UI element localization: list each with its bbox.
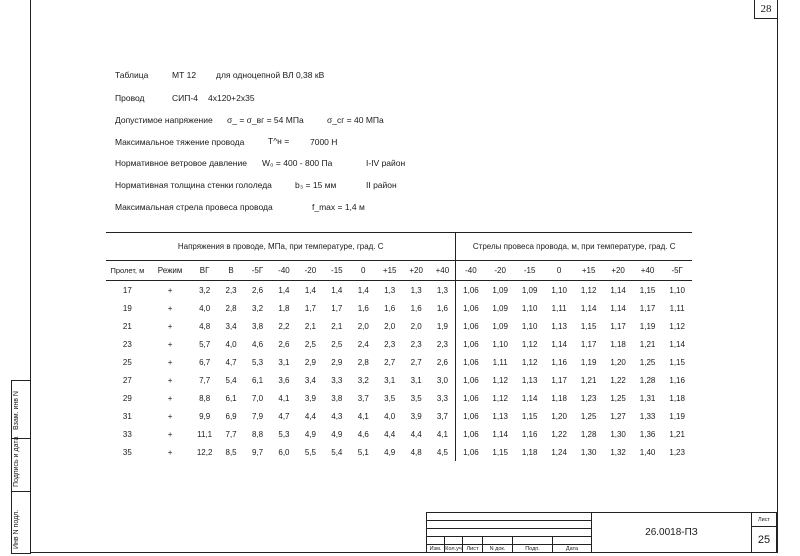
stress-col-header: -40 [271,261,297,281]
table-row [106,281,692,300]
spec-tension-label: Максимальное тяжение провода [115,137,245,147]
stamp-col-label: Кол.уч [445,546,462,552]
sag-cell: 1,21 [580,375,597,385]
sag-cell: 1,12 [492,375,508,385]
stress-cell: 3,6 [278,375,290,385]
stress-cell: 4,9 [304,429,316,439]
sag-col-header: -15 [515,261,544,281]
stress-cell: 3,8 [251,321,264,331]
stress-cell: 2,2 [278,321,290,331]
sag-cell: 1,14 [551,339,567,349]
table-row [106,317,692,335]
stress-cell: 1,6 [436,303,448,313]
stress-cell: 6,1 [251,375,264,385]
sidebar-sign-date: Подпись и дата [13,436,20,487]
sag-cell: 1,06 [456,281,485,300]
stress-cell: 4,0 [384,411,396,421]
sag-cell: 1,14 [521,393,538,403]
stress-cell: 5,5 [304,447,316,457]
sag-cell: 1,18 [610,339,626,349]
stress-cell: 1,8 [278,303,290,313]
page-number: 28 [754,0,777,19]
spec-tension-sym: Т^н = [268,136,290,146]
stress-col-header: -5Г [244,261,270,281]
sag-cell: 1,14 [580,303,597,313]
sag-cell: 1,24 [551,447,567,457]
stress-cell: 5,4 [331,447,343,457]
stress-cell: 12,2 [196,447,213,457]
sag-col-header: -5Г [662,261,692,281]
sag-cell: 1,14 [610,303,626,313]
stress-cell: 2,6 [436,357,448,367]
mode-cell: + [167,447,173,457]
stress-cell: 4,8 [199,321,211,331]
doc-code: 26.0018-ПЗ [592,513,752,553]
sag-col-header: +15 [574,261,603,281]
sag-cell: 1,12 [521,339,538,349]
stress-cell: 3,1 [384,375,396,385]
stress-col-header: В [218,261,244,281]
mode-cell: + [167,285,173,295]
sag-cell: 1,19 [669,411,685,421]
stress-cell: 3,5 [384,393,396,403]
sag-cell: 1,06 [456,299,485,317]
stamp-col-label: Лист [463,545,483,553]
stress-sag-table [106,232,692,461]
stress-cell: 8,5 [225,447,237,457]
stress-cell: 4,1 [357,411,369,421]
stress-cell: 3,7 [357,393,369,403]
sag-cell: 1,18 [551,393,567,403]
sag-cell: 1,20 [610,357,626,367]
stress-cell: 6,1 [225,393,237,403]
sag-cell: 1,09 [521,285,538,295]
sag-cell: 1,30 [580,447,597,457]
stress-cell: 4,1 [436,429,448,439]
stress-cell: 3,9 [410,411,422,421]
span-cell: 29 [122,393,132,403]
stress-cell: 7,0 [251,393,264,403]
spec-stress-label: Допустимое напряжение [115,115,213,125]
stress-cell: 5,3 [278,429,290,439]
stress-cell: 5,4 [225,375,237,385]
sag-cell: 1,15 [669,357,685,367]
sag-cell: 1,10 [492,339,508,349]
sag-cell: 1,28 [580,429,597,439]
stress-cell: 1,4 [278,285,290,295]
stress-cell: 3,0 [436,375,448,385]
stress-col-header: 0 [350,261,376,281]
sag-cell: 1,19 [580,357,597,367]
table-row [106,335,692,353]
sag-cell: 1,16 [551,357,567,367]
stress-cell: 2,3 [225,285,237,295]
sag-cell: 1,10 [551,285,567,295]
sag-cell: 1,36 [639,429,656,439]
sag-cell: 1,19 [639,321,656,331]
sag-cell: 1,25 [580,411,597,421]
sag-cell: 1,17 [610,321,626,331]
sag-cell: 1,06 [456,407,485,425]
table-row [106,371,692,389]
stress-cell: 2,1 [304,321,316,331]
sag-cell: 1,06 [456,335,485,353]
sag-cell: 1,11 [492,357,508,367]
sag-cell: 1,40 [639,447,656,457]
sag-col-header: +20 [603,261,632,281]
sag-cell: 1,28 [639,375,656,385]
sidebar-replace-inv: Взам. инв N [13,391,20,430]
span-cell: 35 [122,447,132,457]
span-cell: 33 [122,429,132,439]
stress-cell: 2,8 [357,357,369,367]
sag-cell: 1,06 [456,425,485,443]
sag-col-header: -20 [485,261,514,281]
spec-table-label: Таблица [115,70,149,80]
spec-ice-region: II район [366,180,397,190]
stress-cell: 1,4 [304,285,316,295]
stress-cell: 3,4 [225,321,237,331]
stress-cell: 4,4 [384,429,396,439]
span-cell: 21 [122,321,132,331]
sag-cell: 1,14 [492,429,508,439]
spec-sag-label: Максимальная стрела провеса провода [115,202,273,212]
stress-cell: 2,3 [436,339,448,349]
stress-cell: 2,3 [410,339,422,349]
stress-cell: 4,4 [304,411,316,421]
table-row [106,407,692,425]
stress-cell: 6,9 [225,411,237,421]
stress-cell: 3,1 [278,357,290,367]
stress-cell: 2,6 [278,339,290,349]
stress-cell: 2,0 [410,321,422,331]
table-row [106,353,692,371]
sag-cell: 1,14 [610,285,626,295]
stress-cell: 2,8 [225,303,237,313]
spec-table-desc: для одноцепной ВЛ 0,38 кВ [216,70,325,80]
spec-ice-label: Нормативная толщина стенки гололеда [115,180,272,190]
spec-ice-value: b₃ = 15 мм [295,180,337,190]
stress-cell: 5,7 [199,339,211,349]
sag-col-header: 0 [544,261,573,281]
mode-cell: + [167,321,173,331]
spec-wire-label: Провод [115,93,145,103]
stress-cell: 2,6 [251,285,264,295]
stress-cell: 2,4 [357,339,369,349]
sag-cell: 1,15 [580,321,597,331]
span-cell: 19 [122,303,132,313]
sag-cell: 1,14 [669,339,685,349]
header-sag: Стрелы провеса провода, м, при температуре, град. С [456,233,692,261]
stress-col-header: ВГ [191,261,217,281]
stress-cell: 2,3 [384,339,396,349]
stress-cell: 2,0 [357,321,369,331]
stamp-col-label: Подп. [513,545,553,553]
mode-cell: + [167,429,173,439]
stress-cell: 2,7 [384,357,396,367]
spec-wire-type: СИП-4 [172,93,198,103]
stress-cell: 9,9 [199,411,211,421]
sag-cell: 1,06 [456,353,485,371]
sag-cell: 1,06 [456,371,485,389]
stress-cell: 1,7 [331,303,343,313]
stress-cell: 1,9 [436,321,448,331]
stress-cell: 4,6 [251,339,264,349]
stress-cell: 3,2 [357,375,369,385]
sag-cell: 1,20 [551,411,567,421]
stress-cell: 3,4 [304,375,316,385]
stress-cell: 4,7 [225,357,237,367]
stress-cell: 4,4 [410,429,422,439]
sag-cell: 1,12 [669,321,685,331]
stress-cell: 3,3 [436,393,448,403]
stress-cell: 9,7 [251,447,264,457]
sag-cell: 1,30 [610,429,626,439]
sag-cell: 1,23 [669,447,685,457]
col-mode-header: Режим [149,261,192,281]
stress-cell: 1,3 [384,285,396,295]
stress-cell: 7,7 [199,375,211,385]
sheet-number: 25 [752,527,777,553]
stamp-col-label: Изм. [427,545,445,553]
stress-cell: 6,0 [278,447,290,457]
spec-tension-value: 7000 Н [310,137,338,147]
sag-cell: 1,33 [639,411,656,421]
sag-cell: 1,21 [669,429,685,439]
stress-col-header: -20 [297,261,323,281]
sag-cell: 1,18 [669,393,685,403]
table-row [106,425,692,443]
stress-cell: 1,4 [357,285,369,295]
stress-cell: 7,7 [225,429,237,439]
stress-cell: 2,0 [384,321,396,331]
stress-col-header: +40 [429,261,456,281]
stress-cell: 3,3 [331,375,343,385]
sag-cell: 1,17 [551,375,567,385]
stress-cell: 1,7 [304,303,316,313]
sag-cell: 1,17 [580,339,597,349]
sag-cell: 1,10 [669,285,685,295]
sag-cell: 1,27 [610,411,626,421]
sag-col-header: -40 [456,261,485,281]
sheet-label: Лист [752,513,777,527]
sag-cell: 1,16 [521,429,538,439]
stress-cell: 1,4 [331,285,343,295]
sag-cell: 1,09 [492,321,508,331]
spec-sag-value: f_max = 1,4 м [312,202,365,212]
table-row [106,299,692,317]
sag-cell: 1,13 [492,411,508,421]
sag-cell: 1,12 [580,285,597,295]
stress-cell: 5,1 [357,447,369,457]
sag-cell: 1,10 [521,321,538,331]
stress-col-header: +20 [403,261,429,281]
mode-cell: + [167,339,173,349]
spec-stress-value2: σ_сг = 40 МПа [327,115,384,125]
sag-cell: 1,13 [551,321,567,331]
col-span-header: Пролет, м [106,261,149,281]
span-cell: 27 [122,375,132,385]
spec-wire-size: 4х120+2х35 [208,93,255,103]
stress-cell: 3,2 [251,303,264,313]
stress-cell: 11,1 [197,429,213,439]
spec-stress-value: σ_ = σ_вг = 54 МПа [227,115,304,125]
stress-cell: 2,1 [331,321,343,331]
sag-cell: 1,25 [610,393,626,403]
sag-cell: 1,17 [639,303,656,313]
stress-cell: 4,3 [331,411,343,421]
sag-col-header: +40 [633,261,662,281]
sag-cell: 1,21 [639,339,656,349]
sag-cell: 1,06 [456,317,485,335]
spec-table-code: МТ 12 [172,70,197,80]
sag-cell: 1,15 [521,411,538,421]
sag-cell: 1,13 [521,375,538,385]
stress-cell: 1,3 [410,285,422,295]
stress-cell: 8,8 [251,429,264,439]
stress-cell: 1,3 [436,285,448,295]
sag-cell: 1,12 [521,357,538,367]
sag-cell: 1,09 [492,303,508,313]
stress-cell: 4,8 [410,447,422,457]
sag-cell: 1,06 [456,443,485,461]
stamp-col-label: Дата [553,545,592,553]
stress-cell: 4,0 [199,303,211,313]
stress-col-header: -15 [324,261,350,281]
stress-cell: 7,9 [251,411,264,421]
span-cell: 17 [122,285,132,295]
sag-cell: 1,09 [492,285,508,295]
sag-cell: 1,22 [610,375,626,385]
stress-cell: 4,7 [278,411,290,421]
stress-cell: 2,5 [331,339,343,349]
stress-cell: 6,7 [199,357,211,367]
stress-cell: 4,6 [357,429,369,439]
span-cell: 25 [122,357,132,367]
stress-cell: 3,8 [331,393,343,403]
sag-cell: 1,10 [521,303,538,313]
stress-cell: 2,9 [331,357,343,367]
spec-wind-label: Нормативное ветровое давление [115,158,247,168]
table-row [106,443,692,461]
stress-cell: 5,3 [251,357,264,367]
sag-cell: 1,18 [521,447,538,457]
sag-cell: 1,31 [639,393,656,403]
stress-cell: 4,0 [225,339,237,349]
stress-cell: 2,7 [410,357,422,367]
stamp-col-label: N док. [483,545,513,553]
spec-wind-region: I-IV район [366,158,406,168]
stress-cell: 1,6 [410,303,422,313]
sag-cell: 1,06 [456,389,485,407]
sag-cell: 1,25 [639,357,656,367]
sidebar-inv-orig: Инв N подл. [13,509,20,549]
sag-cell: 1,32 [610,447,626,457]
stress-col-header: +15 [376,261,402,281]
sag-cell: 1,11 [669,303,685,313]
table-row [106,389,692,407]
stress-cell: 3,9 [304,393,316,403]
stress-cell: 4,5 [436,447,448,457]
mode-cell: + [167,375,173,385]
sag-cell: 1,22 [551,429,567,439]
sag-cell: 1,11 [551,303,567,313]
stress-cell: 3,2 [199,285,211,295]
title-stamp [426,512,777,553]
sag-cell: 1,16 [669,375,685,385]
sag-cell: 1,23 [580,393,597,403]
stress-cell: 3,1 [410,375,422,385]
stress-cell: 4,1 [278,393,290,403]
sag-cell: 1,15 [639,285,656,295]
stress-cell: 1,6 [357,303,369,313]
spec-wind-value: W₀ = 400 - 800 Па [262,158,333,168]
stress-cell: 4,9 [331,429,343,439]
stress-cell: 4,9 [384,447,396,457]
stress-cell: 8,8 [199,393,211,403]
stress-cell: 3,7 [436,411,448,421]
span-cell: 31 [122,411,132,421]
stress-cell: 1,6 [384,303,396,313]
mode-cell: + [167,411,173,421]
stress-cell: 2,5 [304,339,316,349]
stress-cell: 3,5 [410,393,422,403]
sag-cell: 1,15 [492,447,508,457]
stress-cell: 2,9 [304,357,316,367]
mode-cell: + [167,303,173,313]
mode-cell: + [167,393,173,403]
sag-cell: 1,12 [492,393,508,403]
header-stress: Напряжения в проводе, МПа, при температуре, град. С [106,233,456,261]
mode-cell: + [167,357,173,367]
span-cell: 23 [122,339,132,349]
